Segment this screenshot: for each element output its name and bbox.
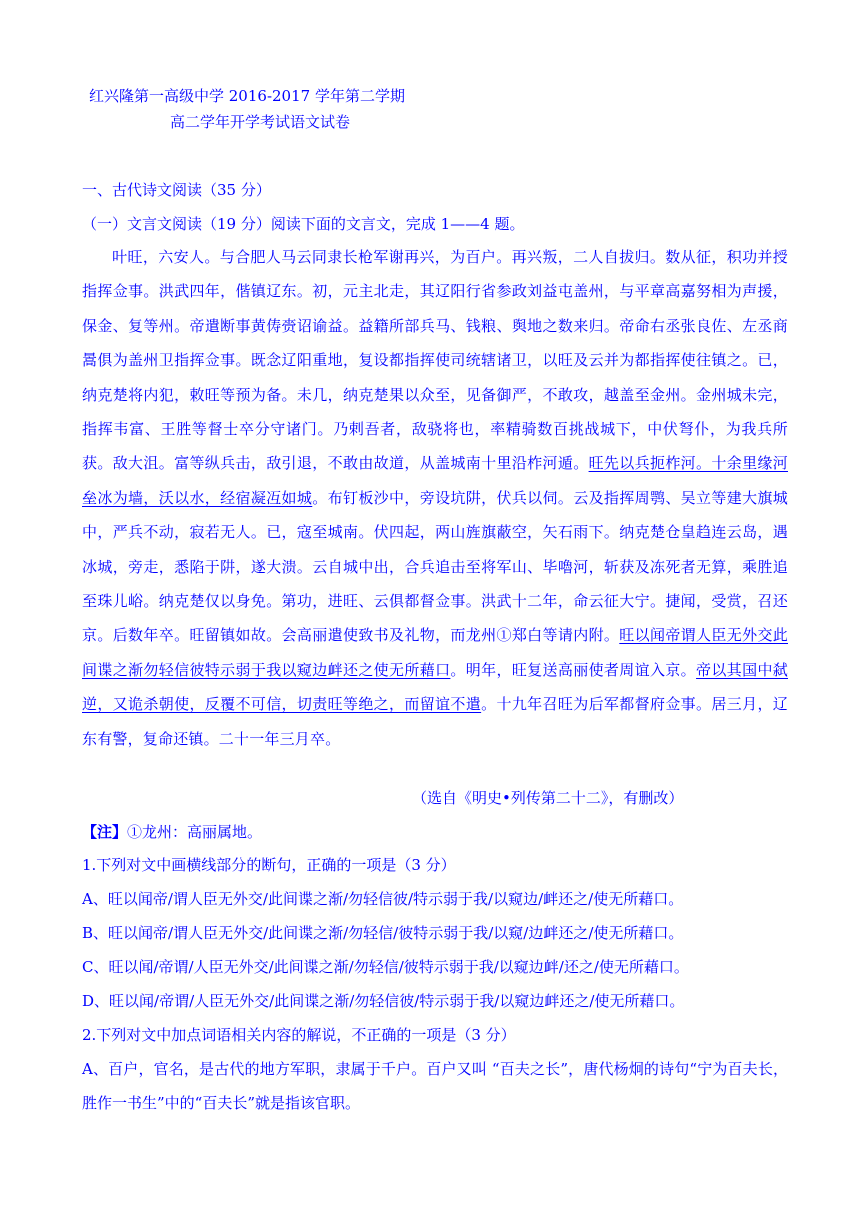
exam-title: 高二学年开学考试语文试卷 — [170, 113, 351, 131]
classical-passage — [82, 240, 788, 756]
section-heading: 一、古代诗文阅读（35 分） — [82, 181, 271, 199]
source-citation: （选自《明史•列传第二十二》，有删改） — [412, 789, 684, 807]
underlined-sentence-3: 帝以其国中弑逆，又诡杀朝使，反覆不可信，切责旺等绝之，而留谊不遣 — [82, 660, 789, 714]
underlined-sentence-2: 旺以闻帝谓人臣无外交此间谍之渐勿轻信彼特示弱于我以窥边衅还之使无所藉口 — [82, 626, 788, 679]
passage-text-2: 。布钉板沙中，旁设坑阱，伏兵以伺。云及指挥周鹗、吴立等建大旗城中，严兵不动，寂若无人。已，寇至城南。伏四起，两山旌旗蔽空，矢石雨下。纳克楚仓皇趋连云岛，遇冰城，旁走，悉陷于阱，遂大溃。云自城中出，合兵追击至将军山、毕嚕河，斩获及冻死者无算，乘胜追至珠儿峪。纳克楚仅以身免。第功，进旺、云俱都督佥事。洪武十二年，命云征大宁。捷闻，受赏，召还京。后数年卒。旺留镇如故。会高丽遣使致书及礼物，而龙州①郑白等请内附。 — [82, 488, 788, 645]
passage-text-3: 。明年，旺复送高丽使者周谊入京。 — [450, 660, 697, 679]
underlined-sentence-1: 旺先以兵扼柞河。十余里缘河垒冰为墙，沃以水，经宿凝冱如城 — [82, 454, 788, 507]
question-2-option-a: A、百户，官名，是古代的地方军职，隶属于千户。百户又叫 “百夫之长”，唐代杨炯的诗句“宁为百夫长，胜作一书生”中的“百夫长”就是指该官职。 — [82, 1060, 788, 1113]
annotation-note — [82, 822, 262, 842]
note-label: 【注】 — [82, 823, 128, 841]
question-1-option-c: C、旺以闻/帝谓/人臣无外交/此间谍之渐/勿轻信/彼特示弱于我/以窥边衅/还之/使无所藉口。 — [82, 958, 689, 976]
passage-text-4: 。十九年召旺为后军都督府佥事。居三月，辽东有警，复命还镇。二十一年三月卒。 — [82, 695, 788, 748]
passage-text-1: 叶旺，六安人。与合肥人马云同隶长枪军谢再兴，为百户。再兴叛，二人自拔归。数从征，积功并授指挥佥事。洪武四年，偕镇辽东。初，元主北走，其辽阳行省参政刘益屯盖州，与平章高嘉努相为声援，保金、复等州。帝遣断事黄俦赍诏谕益。益籍所部兵马、钱粮、舆地之数来归。帝命右丞张良佐、左丞商暠俱为盖州卫指挥佥事。既念辽阳重地，复设都指挥使司统辖诸卫，以旺及云并为都指挥使往镇之。已，纳克楚将内犯，敕旺等预为备。未几，纳克楚果以众至，见备御严，不敢攻，越盖至金州。金州城未完，指挥韦富、王胜等督士卒分守诸门。乃剌吾者，敌骁将也，率精骑数百挑战城下，中伏弩仆，为我兵所获。敌大沮。富等纵兵击，敌引退，不敢由故道，从盖城南十里沿柞河遁。 — [82, 248, 788, 473]
school-title: 红兴隆第一高级中学 2016-2017 学年第二学期 — [89, 87, 405, 105]
subsection-heading: （一）文言文阅读（19 分）阅读下面的文言文，完成 1——4 题。 — [82, 215, 525, 233]
question-2-stem: 2.下列对文中加点词语相关内容的解说，不正确的一项是（3 分） — [82, 1026, 516, 1044]
question-1-stem: 1.下列对文中画横线部分的断句，正确的一项是（3 分） — [82, 856, 456, 874]
question-1-option-a: A、旺以闻帝/谓人臣无外交/此间谍之渐/勿轻信彼/特示弱于我/以窥边/衅还之/使无所藉口。 — [82, 890, 684, 908]
question-1-option-b: B、旺以闻帝/谓人臣无外交/此间谍之渐/勿轻信/彼特示弱于我/以窥/边衅还之/使无所藉口。 — [82, 924, 684, 942]
note-text: ①龙州：高丽属地。 — [127, 823, 263, 841]
question-1-option-d: D、旺以闻/帝谓/人臣无外交/此间谍之渐/勿轻信彼/特示弱于我/以窥边衅还之/使无所藉口。 — [82, 992, 685, 1010]
